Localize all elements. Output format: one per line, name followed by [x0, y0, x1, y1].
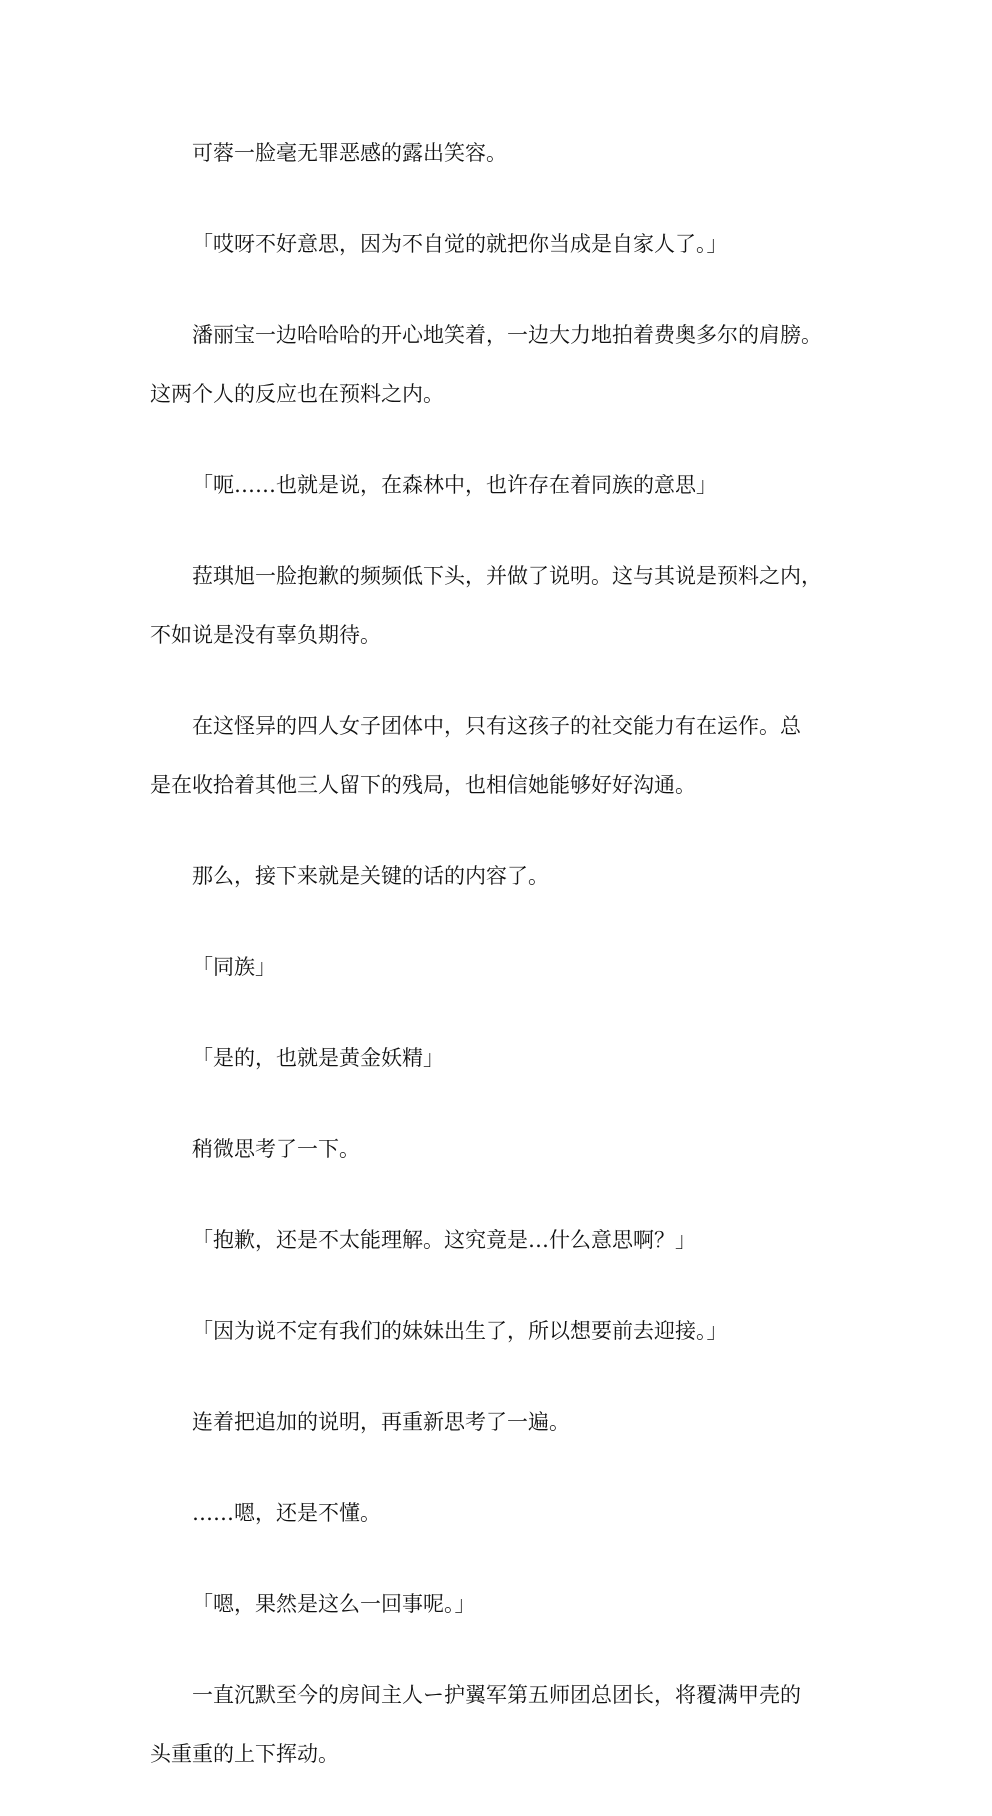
paragraph: [150, 1120, 850, 1179]
paragraph: [150, 306, 850, 424]
paragraph: [150, 456, 850, 515]
paragraph-line: 一直沉默至今的房间主人ー护翼军第五师团总团长，将覆满甲壳的: [192, 1683, 801, 1707]
paragraph-line: 「嗯，果然是这么一回事呢。」: [192, 1592, 476, 1616]
document-page: [150, 124, 850, 1816]
paragraph-line: 「因为说不定有我们的妹妹出生了，所以想要前去迎接。」: [192, 1319, 728, 1343]
paragraph-line: 「抱歉，还是不太能理解。这究竟是…什么意思啊？」: [192, 1228, 696, 1252]
paragraph: [150, 1666, 850, 1784]
paragraph: [150, 1393, 850, 1452]
paragraph-line: 「是的，也就是黄金妖精」: [192, 1046, 444, 1070]
paragraph-line: 头重重的上下挥动。: [150, 1742, 339, 1766]
paragraph-line: 是在收拾着其他三人留下的残局，也相信她能够好好沟通。: [150, 773, 696, 797]
paragraph-line: 「哎呀不好意思，因为不自觉的就把你当成是自家人了。」: [192, 232, 728, 256]
paragraph-line: 「呃……也就是说，在森林中，也许存在着同族的意思」: [192, 473, 717, 497]
paragraph-line: ……嗯，还是不懂。: [192, 1501, 381, 1525]
paragraph-line: 潘丽宝一边哈哈哈的开心地笑着，一边大力地拍着费奥多尔的肩膀。: [192, 323, 822, 347]
paragraph-line: 连着把追加的说明，再重新思考了一遍。: [192, 1410, 570, 1434]
paragraph: [150, 938, 850, 997]
paragraph-line: 在这怪异的四人女子团体中，只有这孩子的社交能力有在运作。总: [192, 714, 801, 738]
paragraph: [150, 1211, 850, 1270]
paragraph: [150, 697, 850, 815]
paragraph: [150, 1302, 850, 1361]
paragraph-line: 不如说是没有辜负期待。: [150, 623, 381, 647]
paragraph: [150, 124, 850, 183]
paragraph-line: 那么，接下来就是关键的话的内容了。: [192, 864, 549, 888]
paragraph: [150, 847, 850, 906]
paragraph-line: 可蓉一脸毫无罪恶感的露出笑容。: [192, 141, 507, 165]
paragraph-line: 菈琪旭一脸抱歉的频频低下头，并做了说明。这与其说是预料之内，: [192, 564, 822, 588]
paragraph: [150, 1484, 850, 1543]
paragraph: [150, 215, 850, 274]
paragraph: [150, 1029, 850, 1088]
paragraph-line: 稍微思考了一下。: [192, 1137, 360, 1161]
paragraph-line: 这两个人的反应也在预料之内。: [150, 382, 444, 406]
paragraph: [150, 1575, 850, 1634]
paragraph-line: 「同族」: [192, 955, 276, 979]
paragraph: [150, 547, 850, 665]
